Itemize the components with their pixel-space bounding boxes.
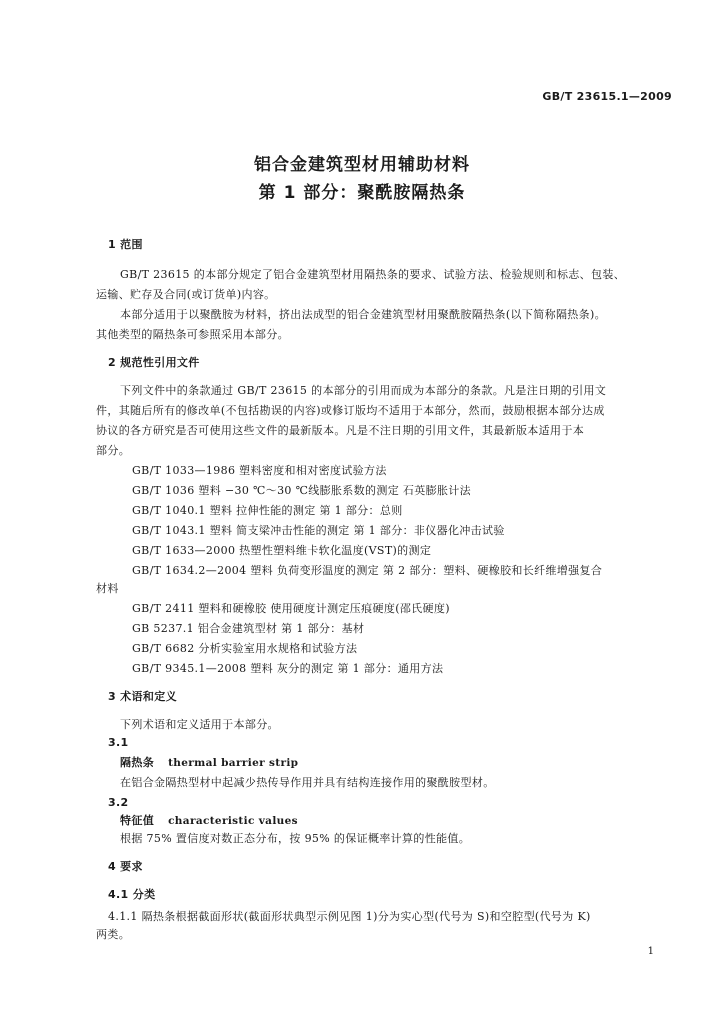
reference-item: GB/T 1043.1 塑料 简支梁冲击性能的测定 第 1 部分：非仪器化冲击试验: [132, 524, 505, 537]
page-number: 1: [647, 946, 654, 957]
term-entry: [120, 814, 298, 828]
section-2-heading: 2 规范性引用文件: [108, 356, 200, 369]
term-zh: 隔热条: [120, 756, 155, 769]
term-number: 3.1: [108, 736, 129, 749]
reference-item: GB/T 1033—1986 塑料密度和相对密度试验方法: [132, 464, 387, 477]
reference-item: GB/T 2411 塑料和硬橡胶 使用硬度计测定压痕硬度(邵氏硬度): [132, 602, 450, 615]
section-2-intro-line: 下列文件中的条款通过 GB/T 23615 的本部分的引用而成为本部分的条款。凡是注日期的引用文: [120, 384, 607, 397]
section-1-heading: 1 范围: [108, 238, 143, 251]
term-en: thermal barrier strip: [168, 757, 299, 769]
term-definition: 在铝合金隔热型材中起减少热传导作用并具有结构连接作用的聚酰胺型材。: [120, 776, 495, 789]
reference-item: GB/T 1040.1 塑料 拉伸性能的测定 第 1 部分：总则: [132, 504, 403, 517]
reference-item-continuation: 材料: [96, 582, 119, 595]
section-2-intro-line: 部分。: [96, 444, 131, 457]
section-1-line: 其他类型的隔热条可参照采用本部分。: [96, 328, 289, 341]
reference-item: GB/T 6682 分析实验室用水规格和试验方法: [132, 642, 358, 655]
section-2-intro-line: 协议的各方研究是否可使用这些文件的最新版本。凡是不注日期的引用文件，其最新版本适用于本: [96, 424, 585, 437]
reference-item: GB 5237.1 铝合金建筑型材 第 1 部分：基材: [132, 622, 365, 635]
section-4-1-heading: 4.1 分类: [108, 888, 156, 901]
reference-item: GB/T 1633—2000 热塑性塑料维卡软化温度(VST)的测定: [132, 544, 432, 557]
section-4-heading: 4 要求: [108, 860, 143, 873]
section-4-line: 4.1.1 隔热条根据截面形状(截面形状典型示例见图 1)分为实心型(代号为 S)和空腔型(代号为 K): [108, 910, 591, 923]
term-definition: 根据 75% 置信度对数正态分布，按 95% 的保证概率计算的性能值。: [120, 832, 471, 845]
section-1-line: GB/T 23615 的本部分规定了铝合金建筑型材用隔热条的要求、试验方法、检验规则和标志、包装、: [120, 268, 626, 281]
standard-code: GB/T 23615.1—2009: [542, 90, 672, 103]
term-en: characteristic values: [168, 815, 298, 827]
term-number: 3.2: [108, 796, 129, 809]
section-1-line: 运输、贮存及合同(或订货单)内容。: [96, 288, 276, 301]
reference-item: GB/T 9345.1—2008 塑料 灰分的测定 第 1 部分：通用方法: [132, 662, 444, 675]
section-3-heading: 3 术语和定义: [108, 690, 177, 703]
section-2-intro-line: 件，其随后所有的修改单(不包括勘误的内容)或修订版均不适用于本部分，然而，鼓励根据本部分达成: [96, 404, 605, 417]
term-entry: [120, 756, 298, 770]
section-3-intro: 下列术语和定义适用于本部分。: [120, 718, 279, 731]
section-1-line: 本部分适用于以聚酰胺为材料，挤出法成型的铝合金建筑型材用聚酰胺隔热条(以下简称隔热条)。: [120, 308, 606, 321]
reference-item: GB/T 1036 塑料 −30 ℃～30 ℃线膨胀系数的测定 石英膨胀计法: [132, 484, 472, 497]
term-zh: 特征值: [120, 814, 155, 827]
reference-item: GB/T 1634.2—2004 塑料 负荷变形温度的测定 第 2 部分：塑料、硬橡胶和长纤维增强复合: [132, 564, 603, 577]
document-title-line1: 铝合金建筑型材用辅助材料: [254, 155, 470, 175]
document-title-line2: 第 1 部分：聚酰胺隔热条: [258, 183, 466, 203]
section-4-line: 两类。: [96, 928, 131, 941]
